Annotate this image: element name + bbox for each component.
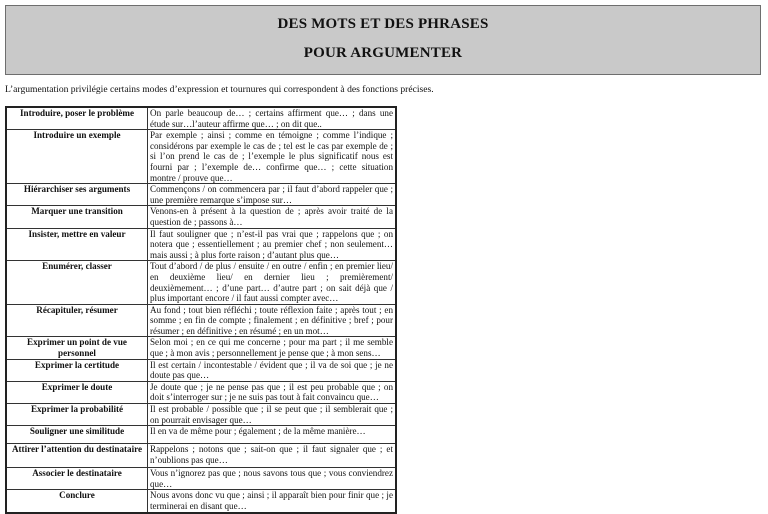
expressions-cell: Il en va de même pour ; également ; de la même manière… (148, 426, 397, 444)
table-row (6, 228, 396, 261)
table-row (6, 468, 396, 490)
table-row (6, 184, 396, 206)
title-box (5, 5, 761, 75)
function-cell: Souligner une similitude (6, 426, 148, 444)
intro-text: L’argumentation privilégie certains modes d’expression et tournures qui correspondent à des fonctions précises. (5, 84, 434, 95)
function-cell: Exprimer la certitude (6, 359, 148, 381)
expressions-cell: Par exemple ; ainsi ; comme en témoigne ; comme l’indique ; considérons par exemple le cas de ; tel est le cas par exemple de ; si l’on prend le cas de ; l’exemple le plus significatif nous est fourni par ; l’exemple de… confirme que… ; cette situation montre / prouve que… (148, 130, 397, 184)
expressions-cell: Selon moi ; en ce qui me concerne ; pour ma part ; il me semble que ; à mon avis ; personnellement je pense que ; à mon sens… (148, 337, 397, 359)
function-cell: Récapituler, résumer (6, 304, 148, 337)
function-cell: Attirer l’attention du destinataire (6, 444, 148, 468)
function-cell: Hiérarchiser ses arguments (6, 184, 148, 206)
table-row (6, 426, 396, 444)
expressions-cell: Nous avons donc vu que ; ainsi ; il apparaît bien pour finir que ; je terminerai en disant que… (148, 490, 397, 513)
function-cell: Conclure (6, 490, 148, 513)
expressions-cell: Vous n’ignorez pas que ; nous savons tous que ; vous conviendrez que… (148, 468, 397, 490)
function-cell: Exprimer un point de vue personnel (6, 337, 148, 359)
function-cell: Introduire, poser le problème (6, 107, 148, 130)
expressions-cell: Au fond ; tout bien réfléchi ; toute réflexion faite ; après tout ; en somme ; en fin de compte ; finalement ; en définitive ; bref ; pour résumer ; en définitive ; en résumé ; en un mot… (148, 304, 397, 337)
page-title-line-2: POUR ARGUMENTER (303, 45, 463, 61)
function-cell: Introduire un exemple (6, 130, 148, 184)
expressions-cell: Commençons / on commencera par ; il faut d’abord rappeler que ; une première remarque s’impose sur… (148, 184, 397, 206)
table-row (6, 130, 396, 184)
table-row (6, 337, 396, 359)
table-row (6, 261, 396, 304)
expressions-cell: Venons-en à présent à la question de ; après avoir traité de la question de ; passons à… (148, 206, 397, 228)
expressions-cell: Il est certain / incontestable / évident que ; il va de soi que ; je ne doute pas que… (148, 359, 397, 381)
table-row (6, 404, 396, 426)
function-cell: Exprimer le doute (6, 381, 148, 403)
table-row (6, 490, 396, 513)
function-cell: Associer le destinataire (6, 468, 148, 490)
function-cell: Marquer une transition (6, 206, 148, 228)
table-row (6, 359, 396, 381)
table-row (6, 444, 396, 468)
table-row (6, 206, 396, 228)
function-cell: Insister, mettre en valeur (6, 228, 148, 261)
expressions-cell: Je doute que ; je ne pense pas que ; il est peu probable que ; on doit s’interroger sur ; je ne suis pas tout à fait convaincu que… (148, 381, 397, 403)
page-title-line-1: DES MOTS ET DES PHRASES (277, 16, 489, 32)
expressions-cell: On parle beaucoup de… ; certains affirment que… ; dans une étude sur…l’auteur affirme que… ; on dit que.. (148, 107, 397, 130)
table-row (6, 107, 396, 130)
function-cell: Exprimer la probabilité (6, 404, 148, 426)
expressions-cell: Tout d’abord / de plus / ensuite / en outre / enfin ; en premier lieu/ en deuxième lieu/ en dernier lieu ; premièrement/ deuxièmement… ; d’une part… d’autre part ; on sait déjà que / plus important encore / il faut aussi compter avec… (148, 261, 397, 304)
function-cell: Enumérer, classer (6, 261, 148, 304)
table-row (6, 304, 396, 337)
expressions-cell: Il faut souligner que ; n’est-il pas vrai que ; rappelons que ; on notera que ; essentiellement ; au premier chef ; non seulement… mais aussi ; à plus forte raison ; d’autant plus que… (148, 228, 397, 261)
expressions-cell: Rappelons ; notons que ; sait-on que ; il faut signaler que ; et n’oublions pas que… (148, 444, 397, 468)
argument-table (5, 106, 397, 514)
table-row (6, 381, 396, 403)
expressions-cell: Il est probable / possible que ; il se peut que ; il semblerait que ; on pourrait envisager que… (148, 404, 397, 426)
